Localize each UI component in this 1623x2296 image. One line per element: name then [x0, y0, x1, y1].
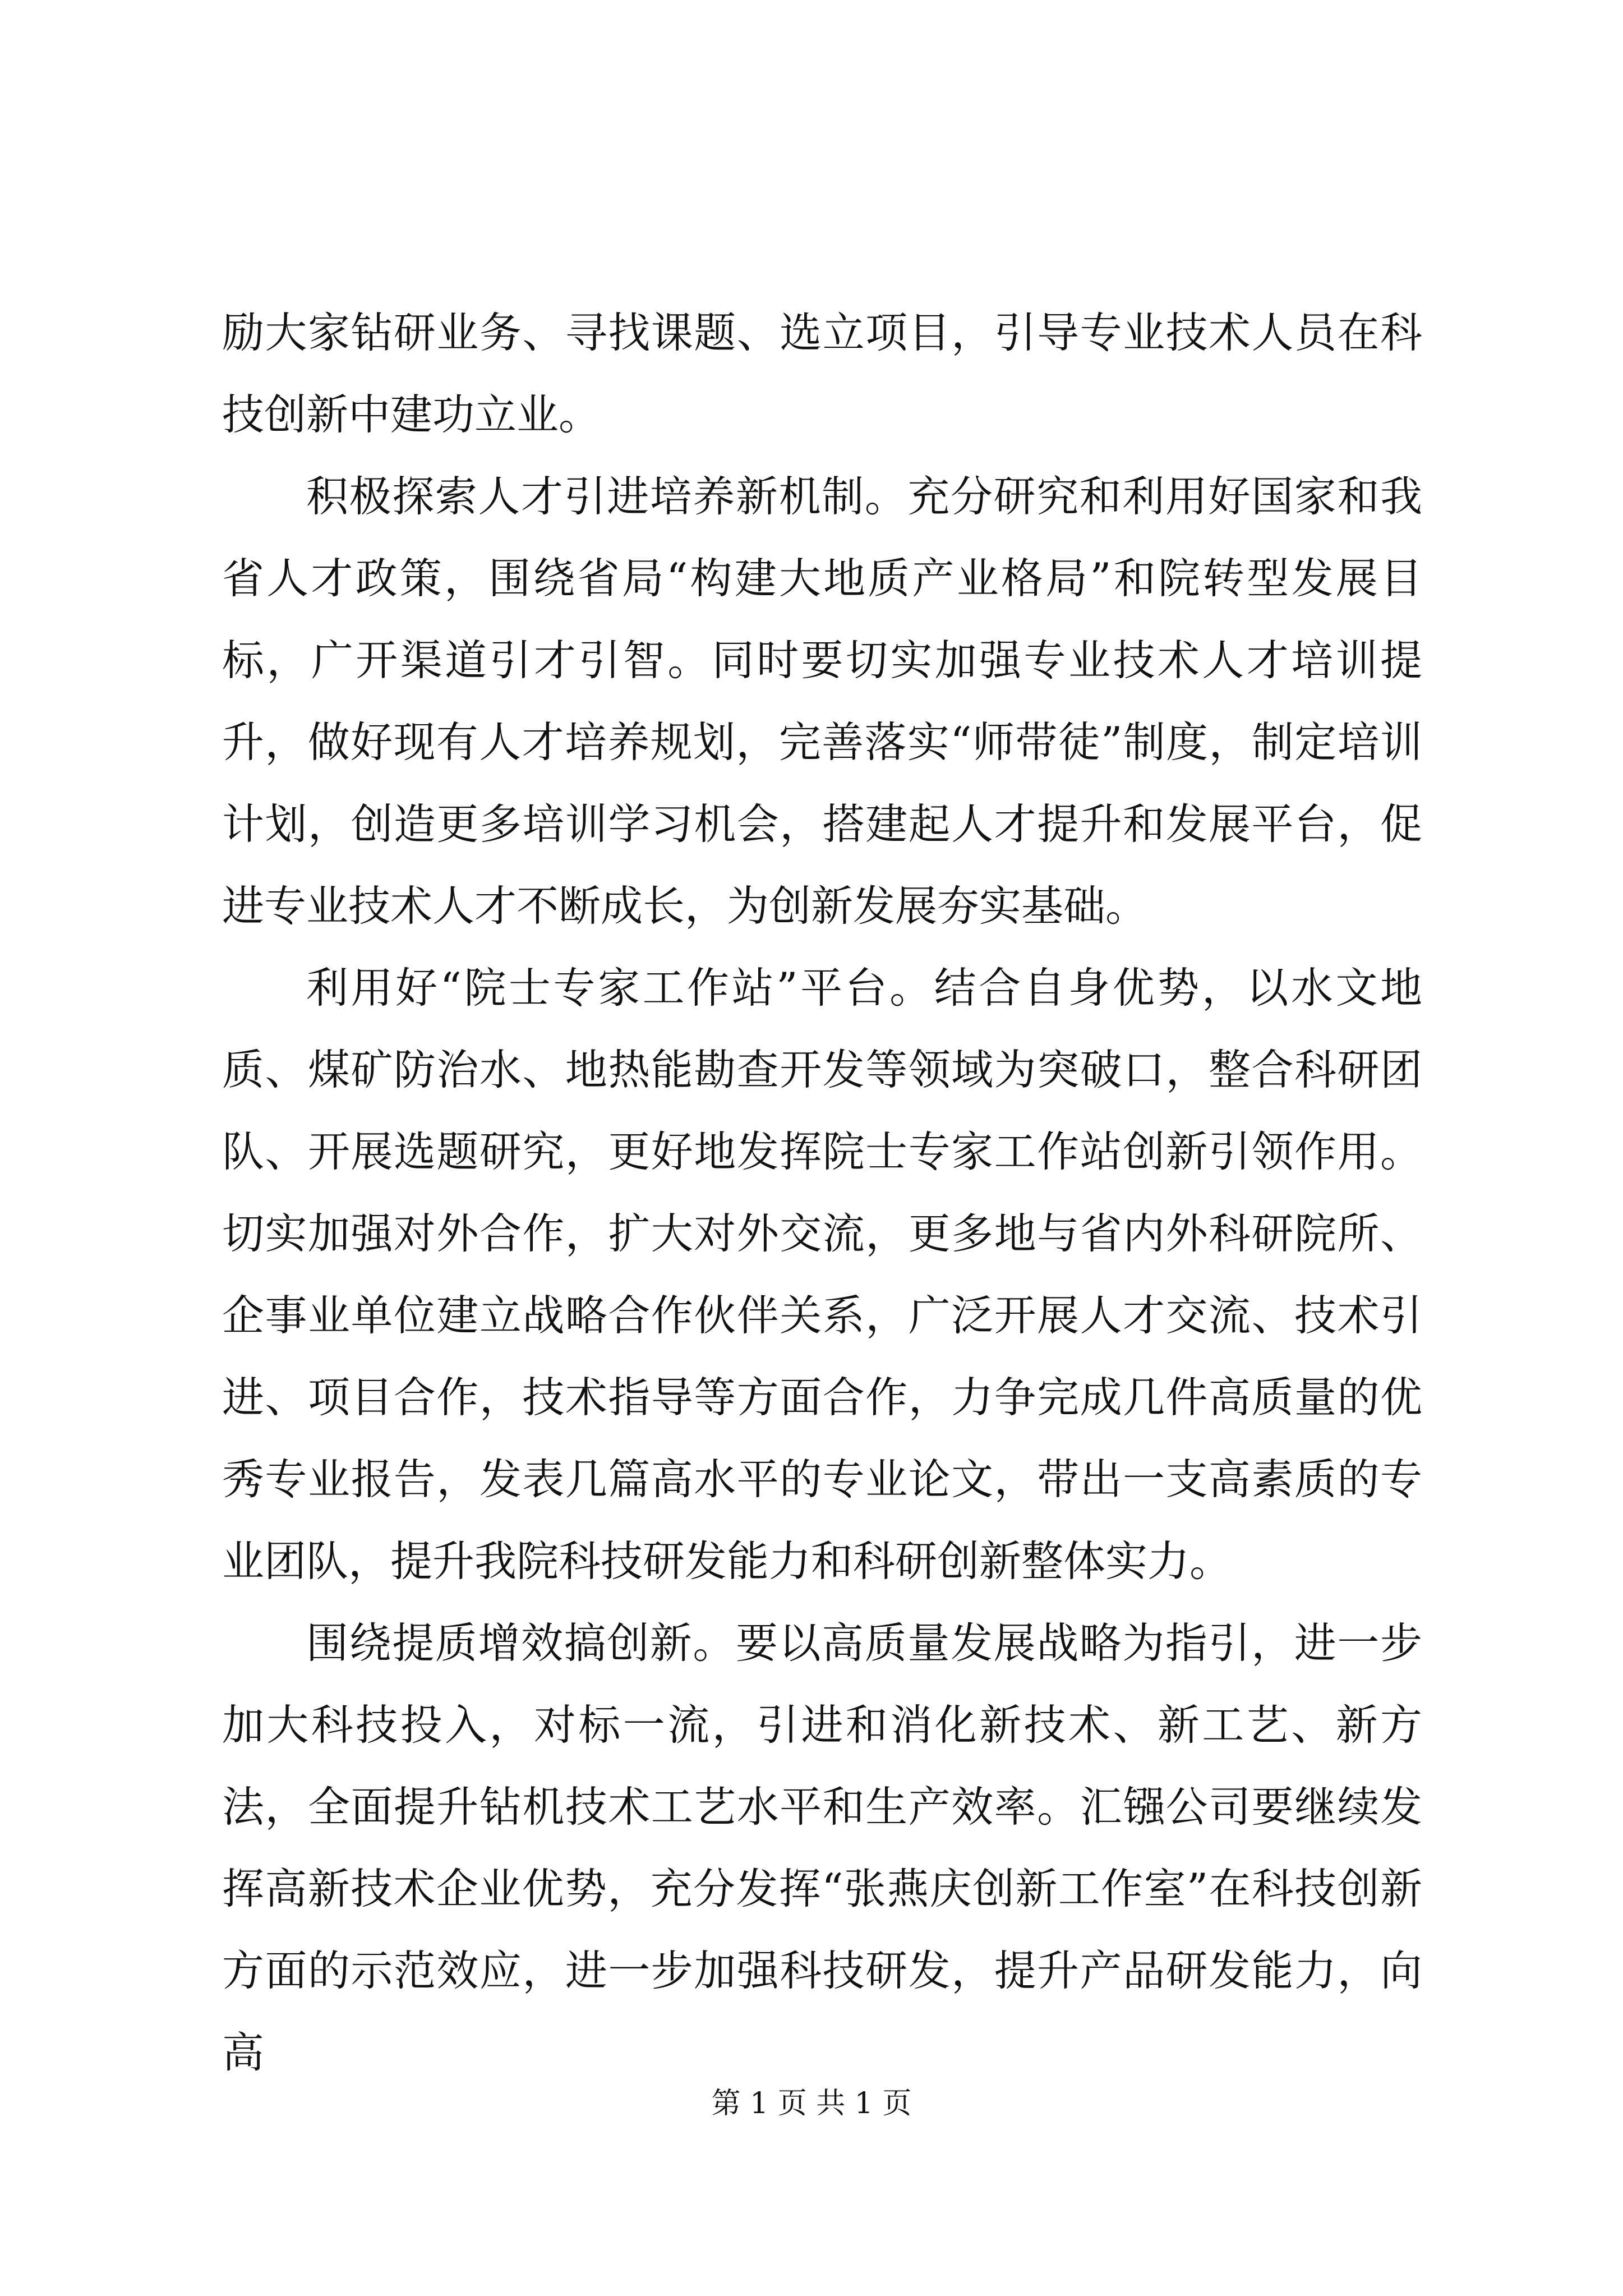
paragraph-2: 积极探索人才引进培养新机制。充分研究和利用好国家和我省人才政策，围绕省局“构建大地质产业格局”和院转型发展目标，广开渠道引才引智。同时要切实加强专业技术人才培训提升，做好现有人才培养规划，完善落实“师带徒”制度，制定培训计划，创造更多培训学习机会，搭建起人才提升和发展平台，促进专业技术人才不断成长，为创新发展夯实基础。: [222, 472, 1422, 931]
paragraph-4: 围绕提质增效搞创新。要以高质量发展战略为指引，进一步加大科技投入，对标一流，引进和消化新技术、新工艺、新方法，全面提升钻机技术工艺水平和生产效率。汇镪公司要继续发挥高新技术企业优势，充分发挥“张燕庆创新工作室”在科技创新方面的示范效应，进一步加强科技研发，提升产品研发能力，向高: [222, 1618, 1422, 2077]
document-body: [222, 292, 1422, 2093]
page-number-label: 第 1 页 共 1 页: [711, 2087, 912, 2120]
page-footer: [0, 2081, 1623, 2126]
paragraph-3: 利用好“院士专家工作站”平台。结合自身优势，以水文地质、煤矿防治水、地热能勘查开发等领域为突破口，整合科研团队、开展选题研究，更好地发挥院士专家工作站创新引领作用。切实加强对外合作，扩大对外交流，更多地与省内外科研院所、企事业单位建立战略合作伙伴关系，广泛开展人才交流、技术引进、项目合作，技术指导等方面合作，力争完成几件高质量的优秀专业报告，发表几篇高水平的专业论文，带出一支高素质的专业团队，提升我院科技研发能力和科研创新整体实力。: [222, 963, 1422, 1586]
paragraph-1: 励大家钻研业务、寻找课题、选立项目，引导专业技术人员在科技创新中建功立业。: [222, 308, 1422, 439]
